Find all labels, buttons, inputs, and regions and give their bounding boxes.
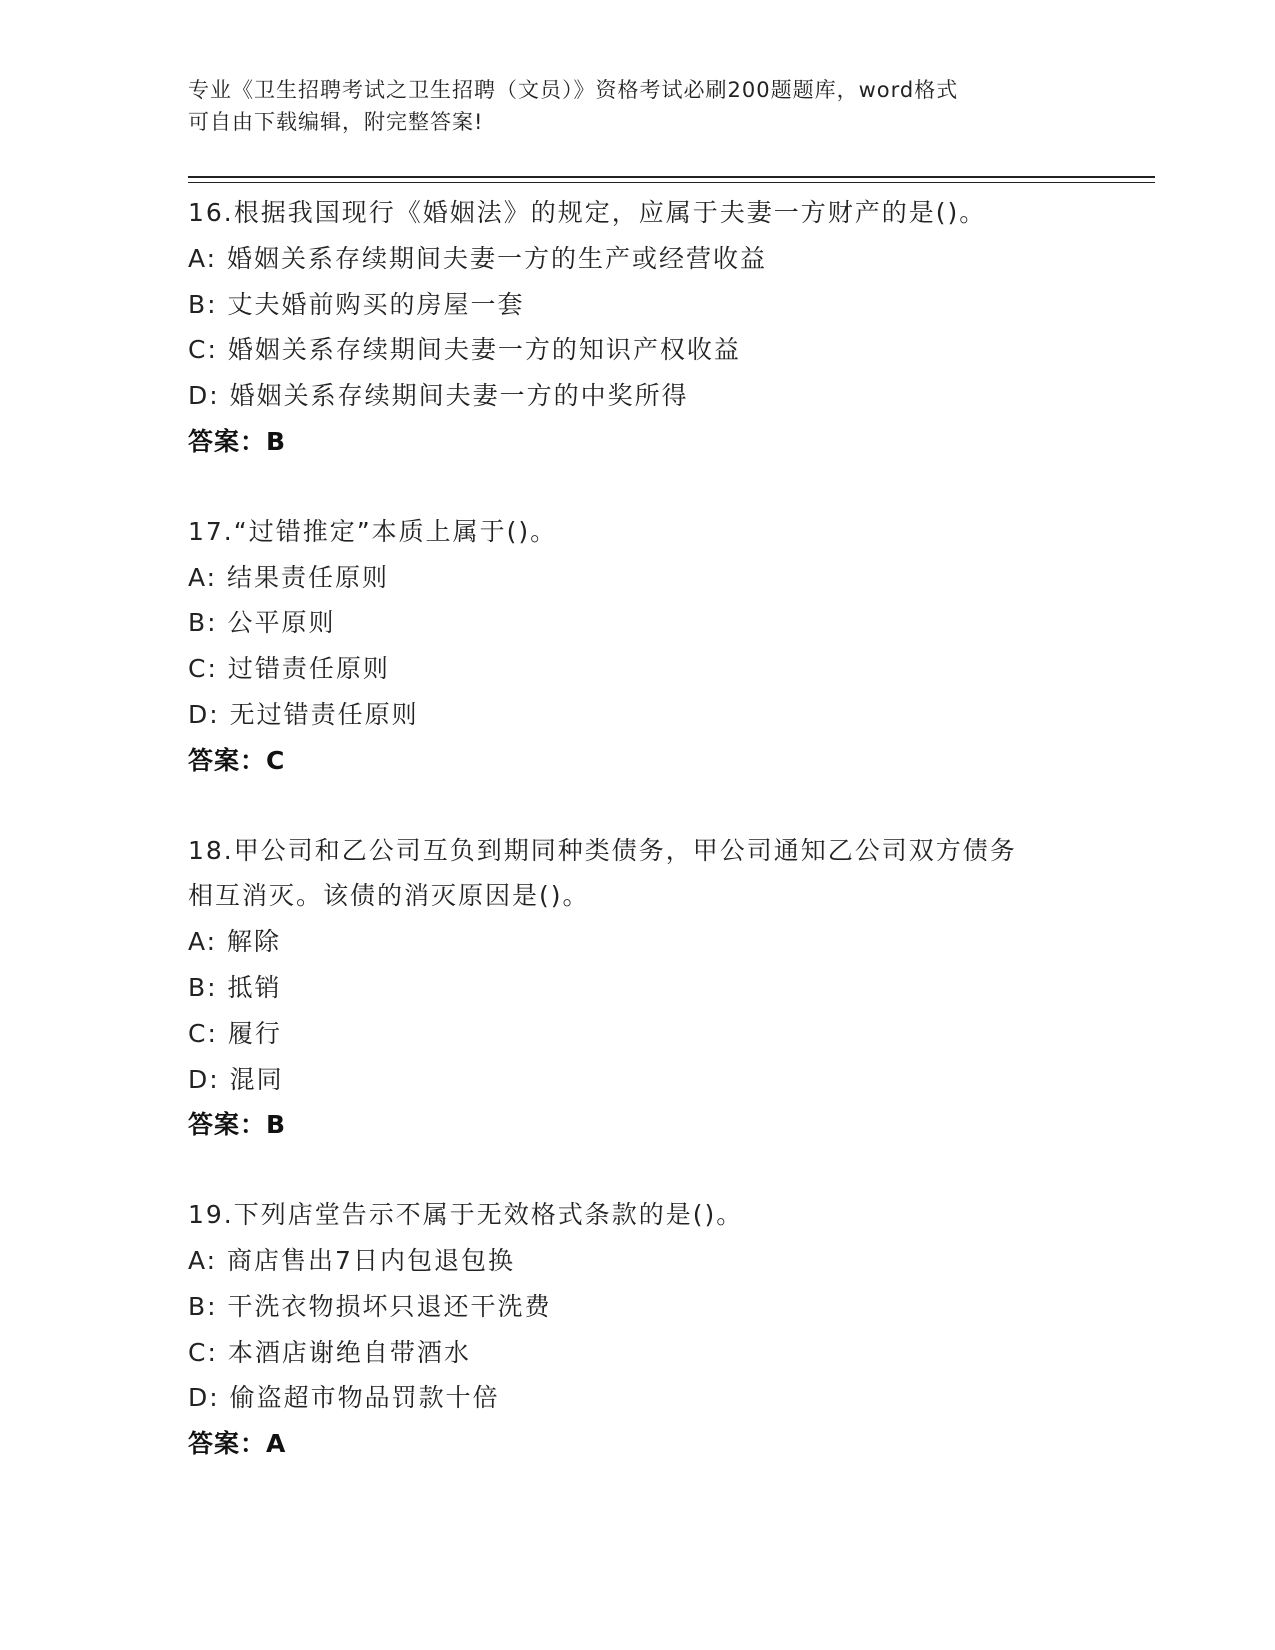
answer: 答案：B	[188, 1110, 287, 1140]
option-d: D: 偷盗超市物品罚款十倍	[188, 1383, 500, 1413]
question-17	[188, 509, 1148, 784]
option-b: B: 丈夫婚前购买的房屋一套	[188, 289, 525, 319]
question-list	[188, 190, 1148, 1511]
answer: 答案：C	[188, 745, 286, 775]
option-d: D: 无过错责任原则	[188, 699, 419, 729]
header-rule-thin	[188, 182, 1155, 183]
option-c: C: 本酒店谢绝自带酒水	[188, 1337, 471, 1367]
option-d: D: 混同	[188, 1064, 284, 1094]
document-header	[188, 74, 1088, 138]
question-16	[188, 190, 1148, 465]
option-c: C: 过错责任原则	[188, 654, 390, 684]
question-stem: 19.下列店堂告示不属于无效格式条款的是()。	[188, 1200, 744, 1230]
answer: 答案：A	[188, 1429, 287, 1459]
question-stem-continued: 相互消灭。该债的消灭原因是()。	[188, 881, 590, 911]
question-19	[188, 1192, 1148, 1467]
header-rule-thick	[188, 176, 1155, 178]
option-d: D: 婚姻关系存续期间夫妻一方的中奖所得	[188, 381, 689, 411]
option-a: A: 解除	[188, 927, 282, 957]
question-stem: 18.甲公司和乙公司互负到期同种类债务，甲公司通知乙公司双方债务	[188, 835, 1017, 865]
question-stem: 16.根据我国现行《婚姻法》的规定，应属于夫妻一方财产的是()。	[188, 198, 987, 227]
option-a: A: 商店售出7日内包退包换	[188, 1245, 515, 1275]
option-a: A: 结果责任原则	[188, 562, 390, 592]
question-stem: 17.“过错推定”本质上属于()。	[188, 516, 558, 546]
option-b: B: 公平原则	[188, 608, 336, 638]
option-b: B: 抵销	[188, 972, 282, 1002]
question-18	[188, 828, 1148, 1149]
option-b: B: 干洗衣物损坏只退还干洗费	[188, 1291, 552, 1321]
header-line-1: 专业《卫生招聘考试之卫生招聘（文员）》资格考试必刷200题题库，word格式	[188, 78, 959, 102]
option-c: C: 履行	[188, 1018, 282, 1048]
answer: 答案：B	[188, 426, 287, 456]
option-a: A: 婚姻关系存续期间夫妻一方的生产或经营收益	[188, 243, 768, 273]
header-line-2: 可自由下载编辑，附完整答案!	[188, 110, 484, 134]
option-c: C: 婚姻关系存续期间夫妻一方的知识产权收益	[188, 335, 741, 365]
